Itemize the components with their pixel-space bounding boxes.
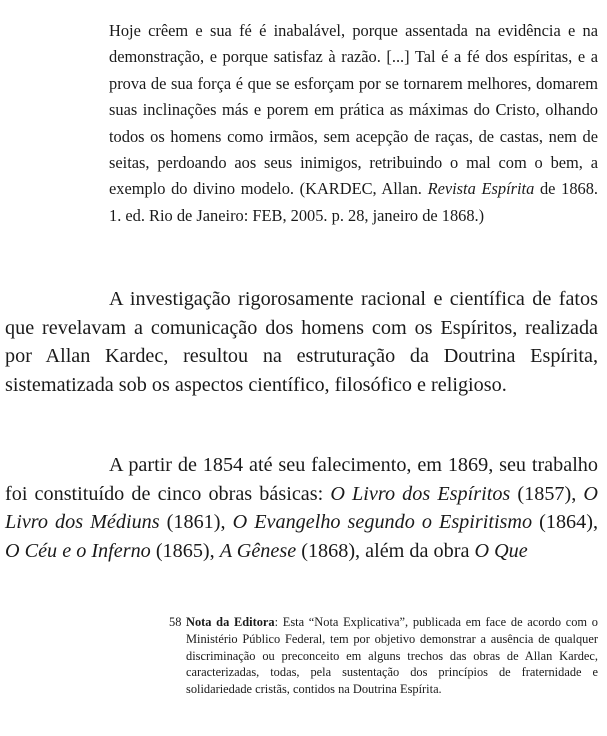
paragraph-investigation bbox=[5, 285, 598, 399]
paragraph-works bbox=[5, 451, 598, 565]
work-title: O Livro dos Médiuns bbox=[5, 482, 599, 534]
block-quote bbox=[109, 18, 598, 229]
work-title: A Gênese bbox=[219, 539, 297, 562]
quote-citation: de 1868. 1. ed. Rio de Janeiro: FEB, 2005. p. 28, janeiro de 1868.) bbox=[109, 179, 599, 225]
paragraph-works-intro: A partir de 1854 até seu falecimento, em 1869, seu trabalho foi constituído de cinco obras básicas: bbox=[5, 454, 598, 505]
work-title: O Livro dos Espíritos bbox=[330, 482, 511, 505]
work-year: (1864), bbox=[532, 511, 598, 534]
work-title: O Céu e o Inferno bbox=[5, 539, 151, 562]
footnote-label: Nota da Editora bbox=[186, 615, 275, 629]
work-year: (1857), bbox=[510, 482, 584, 505]
paragraph-investigation-text: A investigação rigorosamente racional e científica de fatos que revelavam a comunicação dos homens com os Espíritos, realizada por Allan Kardec, resultou na estruturação da Doutrina Espírita, sistematizada sob os aspectos científico, filosófico e religioso. bbox=[5, 288, 598, 396]
footnote-text: : Esta “Nota Explicativa”, publicada em face de acordo com o Ministério Público Federal, tem por objetivo demonstrar a ausência de qualquer discriminação ou preconceito em alguns trechos das obras de Allan Kardec, caracterizadas, todas, pela sustentação dos princípios de fraternidade e solidariedade cristãs, contidos na Doutrina Espírita. bbox=[186, 615, 598, 697]
work-title: O Evangelho segundo o Espiritismo bbox=[232, 511, 533, 534]
quote-text: Hoje crêem e sua fé é inabalável, porque assentada na evidência e na demonstração, e porque satisfaz à razão. [...] Tal é a fé dos espíritas, e a prova de sua força é que se esforçam por se tornarem melhores, domarem suas inclinações más e porem em prática as máximas do Cristo, olhando todos os homens como irmãos, sem acepção de raças, de castas, nem de seitas, perdoando aos seus inimigos, retribuindo o mal com o bem, a exemplo do divino modelo. (KARDEC, Allan. bbox=[109, 21, 598, 199]
work-year: (1861), bbox=[159, 511, 233, 534]
work-year: (1868), além da obra bbox=[296, 539, 475, 562]
footnote bbox=[169, 614, 598, 698]
work-title: O Que bbox=[474, 539, 528, 562]
quote-source-title: Revista Espírita bbox=[427, 179, 535, 199]
footnote-number: 58 bbox=[169, 615, 182, 629]
footnote-body bbox=[169, 614, 598, 698]
work-year: (1865), bbox=[150, 539, 220, 562]
